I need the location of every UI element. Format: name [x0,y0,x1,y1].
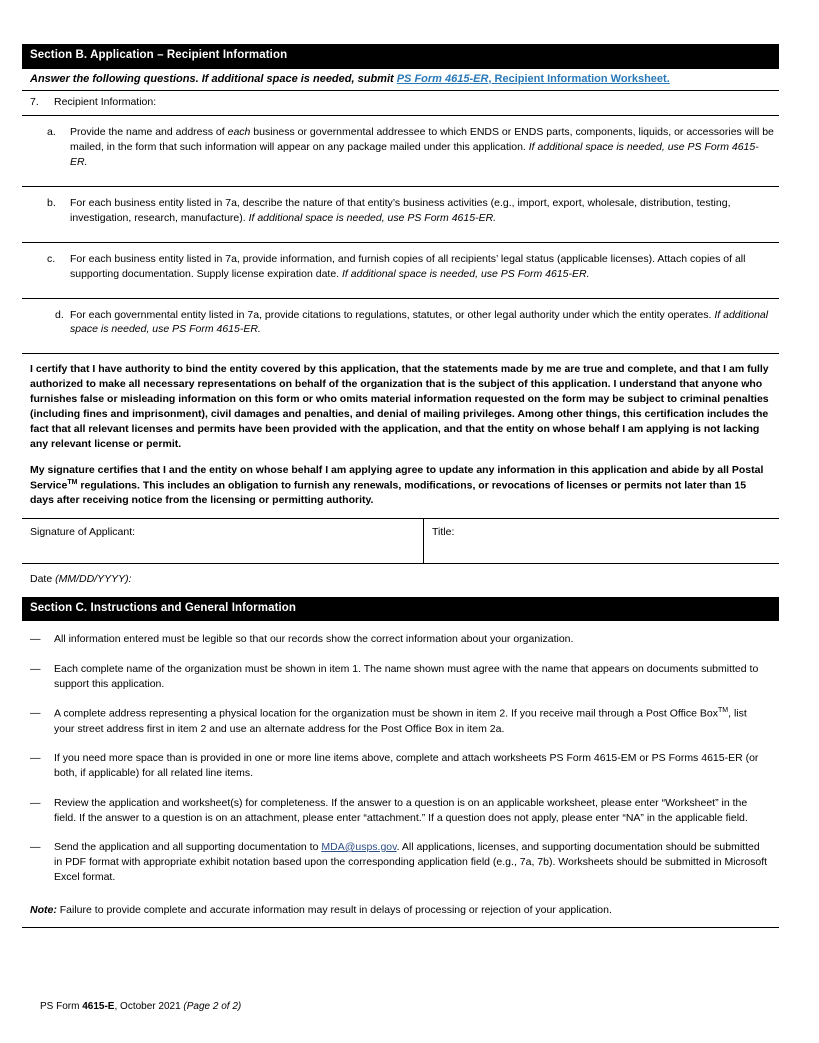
bullet-item-6-part1: Send the application and all supporting documentation to [54,840,322,853]
signature-of-applicant-field[interactable] [22,519,424,563]
signature-of-applicant-label: Signature of Applicant: [30,525,136,538]
item-7b-marker: b. [47,196,56,209]
item-7a-text-part1: Provide the name and address of [70,126,228,139]
bullet-item-3-part1: A complete address representing a physical location for the organization must be shown in item 2. If you receive mail through a Post Office Box [54,707,718,720]
footer-page-number: (Page 2 of 2) [183,1001,242,1012]
item-7d-text [70,308,779,338]
certification-paragraph-1: I certify that I have authority to bind the entity covered by this application, that the statements made by me are true and complete, and that I am fully authorized to make all necessary representations on behalf of the organization that is the subject of this application. I understand that anyone who furnishes false or misleading information on this form or who omits material information requested on the form may be subject to criminal penalties (including fines and imprisonment), civil damages and penalties, and denial of mailing privileges. Among other things, this certification includes the fact that all relevant licenses and permits have been provided with the application, and that the entity on whose behalf I am applying is not lacking any relevant license or permit. [30,363,769,450]
certification-paragraph-2 [30,463,771,508]
section-c-header: Section C. Instructions and General Information [22,597,779,622]
note-text: Failure to provide complete and accurate information may result in delays of processing or rejection of your application. [56,903,612,916]
signature-table [22,519,779,564]
item-7c-text-part1: For each business entity listed in 7a, provide information, and furnish copies of all recipients’ legal status (applicable licenses). Attach copies of all supporting documentation. Supply license expiration date. [70,252,746,280]
bullet-dash-icon: — [30,752,41,765]
bullet-item-2 [22,655,779,699]
bullet-item-5 [22,789,779,833]
footer-date: , October 2021 [114,1001,184,1012]
bullet-item-3 [22,699,779,744]
item-7d-text-part1: For each governmental entity listed in 7a, provide citations to regulations, statutes, or other legal authority under which the entity operates. [70,308,715,321]
mda-usps-email-link[interactable]: MDA@usps.gov [321,840,397,853]
trademark-symbol: TM [67,478,78,486]
form-content [22,44,779,928]
item-7a-text [70,125,779,170]
bullet-item-3-text [54,706,779,737]
section-c-bullet-list [22,621,779,892]
footer-prefix: PS Form [40,1001,83,1012]
bullet-dash-icon: — [30,707,41,720]
item-7a-row [22,116,779,187]
item-7-label: Recipient Information: [54,96,157,109]
footer-form-number: 4615-E [82,1001,115,1012]
instruction-prefix: Answer the following questions. If additional space is needed, submit [30,72,397,85]
bullet-item-3-part2: , list your street address first in item 2 and use an alternate address for the Post Office Box in item 2a. [54,707,747,735]
date-field[interactable] [22,564,779,597]
bullet-dash-icon: — [30,633,41,646]
item-7a-text-part2: business or governmental addressee to which ENDS or ENDS parts, components, liquids, or accessories will be mailed, in the form that such information will appear on any package mailed under this application. [70,126,774,154]
bullet-item-2-text: Each complete name of the organization must be shown in item 1. The name shown must agree with the name that appears on documents submitted to support this application. [54,662,759,690]
item-7d-text-emph2: If additional space is needed, use PS Form 4615-ER. [70,308,769,336]
item-7c-row [22,243,779,299]
item-7b-text-emph2: If additional space is needed, use PS Form 4615-ER. [248,211,497,224]
bullet-item-6-part3: . All applications, licenses, and supporting documentation should be submitted in PDF format with appropriate exhibit notation based upon the corresponding application field (e.g., 7a, 7b). Worksheets should be submitted in Microsoft Excel format. [54,840,768,884]
bullet-dash-icon: — [30,662,41,675]
note-row [22,893,779,928]
bullet-item-1 [22,625,779,654]
bullet-dash-icon: — [30,840,41,853]
certification-block [22,353,779,519]
item-7a-text-emph1: each [227,126,251,139]
item-7d-marker: d. [55,308,64,321]
item-7d-row [22,299,779,354]
bullet-item-1-text: All information entered must be legible so that our records show the correct information about your organization. [54,633,574,646]
item-7a-marker: a. [47,126,56,139]
page-footer [40,1001,241,1012]
item-7c-text [70,252,779,282]
title-label: Title: [432,525,455,538]
trademark-symbol: TM [718,707,729,715]
item-7c-marker: c. [47,252,56,265]
bullet-item-6-text [54,840,779,886]
item-7a-text-emph2: If additional space is needed, use PS Form 4615-ER. [70,141,759,168]
item-7b-row [22,187,779,243]
certification-paragraph-2-part2: regulations. This includes an obligation to furnish any renewals, modifications, or revocations of licenses or permits not later than 15 days after receiving notice from the licensing or permitting authority. [30,479,747,507]
section-b-instruction [22,69,779,92]
bullet-item-4-text: If you need more space than is provided in one or more line items above, complete and attach worksheets PS Form 4615-EM or PS Forms 4615-ER (or both, if applicable) for all related line items. [54,752,759,780]
item-7b-text [70,196,779,226]
bullet-item-4 [22,744,779,788]
certification-paragraph-2-part1: My signature certifies that I and the entity on whose behalf I am applying agree to update any information in this application and abide by all Postal Service [30,463,764,492]
item-7b-text-part1: For each business entity listed in 7a, describe the nature of that entity’s business activities (e.g., import, export, wholesale, distribution, testing, investigation, research, manufacture). [70,196,731,224]
bullet-item-6 [22,833,779,893]
ps-form-4615-er-link[interactable]: PS Form 4615-ER [396,72,489,85]
item-7-row [22,91,779,116]
title-field[interactable] [424,519,779,563]
item-7c-text-emph2: If additional space is needed, use PS Form 4615-ER. [342,267,590,280]
item-7-number: 7. [30,96,39,109]
bullet-item-5-text: Review the application and worksheet(s) for completeness. If the answer to a question is on an applicable worksheet, please enter “Worksheet” in the field. If the answer to a question is on an attachment, please enter “attachment.” If a question does not apply, please enter “NA” in the applicable field. [54,796,748,824]
section-b-header: Section B. Application – Recipient Information [22,44,779,69]
note-label: Note: [30,903,57,916]
recipient-information-worksheet-link[interactable]: , Recipient Information Worksheet. [488,72,670,85]
date-format-hint: (MM/DD/YYYY): [55,572,132,585]
date-label: Date [30,572,56,585]
bullet-dash-icon: — [30,796,41,809]
